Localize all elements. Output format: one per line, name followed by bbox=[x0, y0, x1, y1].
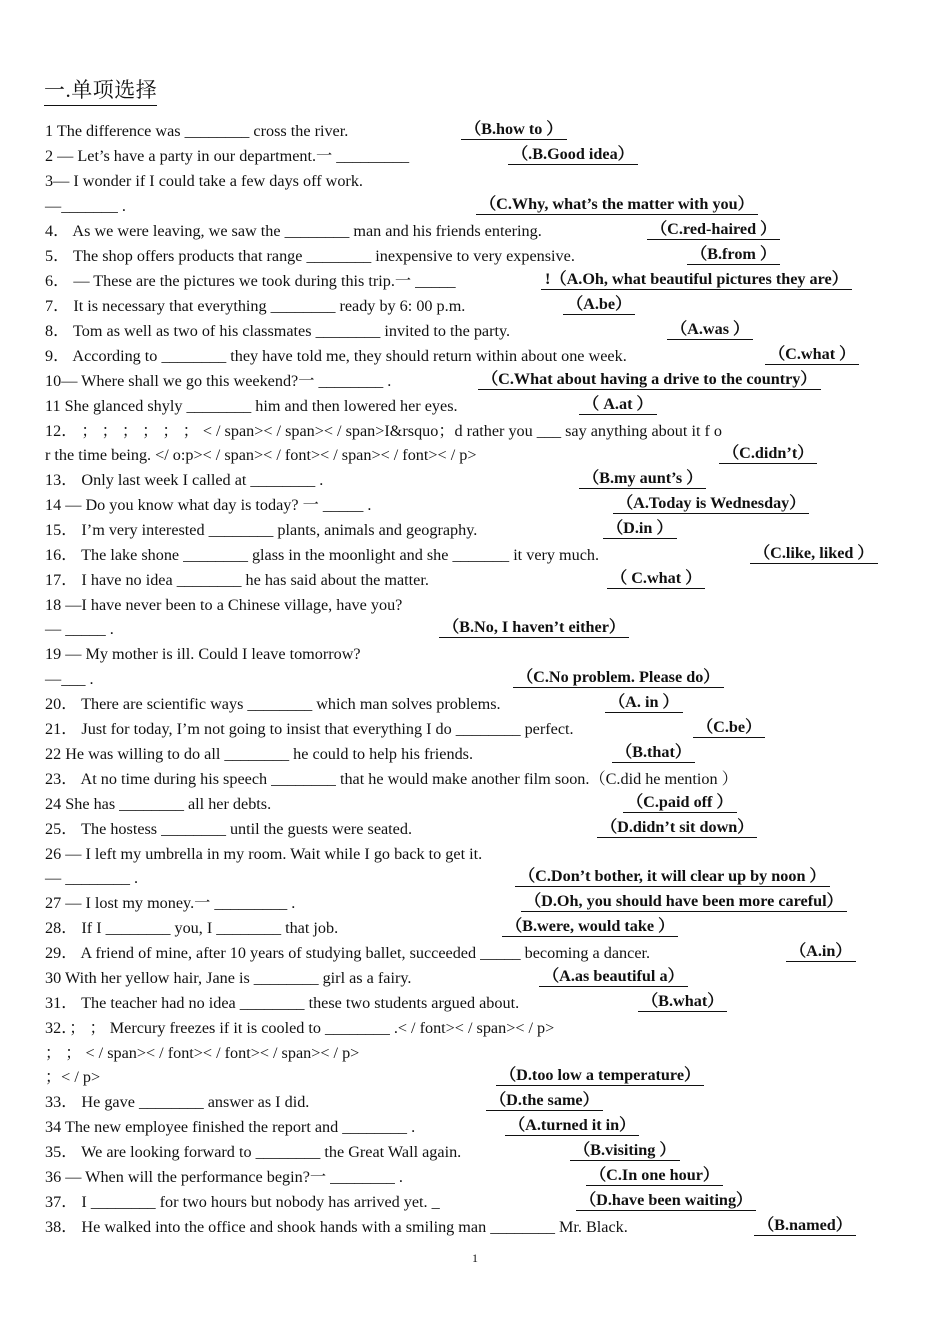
answer-text: （C.No problem. Please do） bbox=[513, 667, 724, 688]
question-text: 7． It is necessary that everything ________ ready by 6: 00 p.m. bbox=[45, 297, 466, 315]
question-text: 33． He gave ________ answer as I did. bbox=[45, 1093, 310, 1111]
question-line bbox=[45, 1016, 910, 1040]
question-line bbox=[45, 1065, 910, 1089]
question-text: 3— I wonder if I could take a few days off work. bbox=[45, 172, 363, 190]
answer-text: （D.the same） bbox=[486, 1090, 603, 1111]
question-text: 38． He walked into the office and shook hands with a smiling man ________ Mr. Black. bbox=[45, 1218, 628, 1236]
question-text: 22 He was willing to do all ________ he could to help his friends. bbox=[45, 745, 474, 763]
question-line bbox=[45, 244, 910, 268]
answer-text: （D.Oh, you should have been more careful） bbox=[521, 891, 847, 912]
question-line bbox=[45, 941, 910, 965]
question-line bbox=[45, 419, 910, 443]
question-line bbox=[45, 742, 910, 766]
question-text: 10— Where shall we go this weekend?一 ________ . bbox=[45, 372, 392, 390]
question-text: 4． As we were leaving, we saw the ________ man and his friends entering. bbox=[45, 222, 542, 240]
answer-text: （C.red-haired ） bbox=[647, 219, 780, 240]
question-text: 8． Tom as well as two of his classmates ________ invited to the party. bbox=[45, 322, 511, 340]
question-line bbox=[45, 991, 910, 1015]
question-line bbox=[45, 1165, 910, 1189]
answer-text: （D.have been waiting） bbox=[576, 1190, 756, 1211]
question-line bbox=[45, 344, 910, 368]
question-text: 31． The teacher had no idea ________ these two students argued about. bbox=[45, 994, 520, 1012]
question-line bbox=[45, 1115, 910, 1139]
question-text: 2 — Let’s have a party in our department.一 _________ bbox=[45, 147, 410, 165]
question-text: 36 — When will the performance begin?一 ________ . bbox=[45, 1168, 403, 1186]
answer-text: （D.too low a temperature） bbox=[496, 1065, 704, 1086]
question-text: r the time being. </ o:p>< / span>< / font>< / span>< / font>< / p> bbox=[45, 446, 477, 464]
question-text: 24 She has ________ all her debts. bbox=[45, 795, 272, 813]
question-line bbox=[45, 568, 910, 592]
question-line bbox=[45, 767, 910, 791]
answer-text: （B.that） bbox=[612, 742, 695, 763]
question-text: 20． There are scientific ways ________ which man solves problems. bbox=[45, 695, 501, 713]
answer-text: （C.what ） bbox=[765, 344, 859, 365]
question-line bbox=[45, 443, 910, 467]
question-line bbox=[45, 144, 910, 168]
page-number: 1 bbox=[472, 1251, 478, 1265]
question-text: 13． Only last week I called at ________ . bbox=[45, 471, 324, 489]
question-line bbox=[45, 194, 910, 218]
question-line bbox=[45, 169, 910, 193]
question-line bbox=[45, 493, 910, 517]
answer-text: （A.in） bbox=[786, 941, 856, 962]
question-text: 23． At no time during his speech ________ that he would make another film soon.（C.did he mention ） bbox=[45, 770, 738, 788]
question-line bbox=[45, 842, 910, 866]
question-text: 28． If I ________ you, I ________ that job. bbox=[45, 919, 339, 937]
question-text: 34 The new employee finished the report and ________ . bbox=[45, 1118, 416, 1136]
question-text: ； ； < / span>< / font>< / font>< / span>< / p> bbox=[45, 1044, 360, 1062]
question-text: 11 She glanced shyly ________ him and then lowered her eyes. bbox=[45, 397, 458, 415]
question-line bbox=[45, 817, 910, 841]
question-line bbox=[45, 394, 910, 418]
question-line bbox=[45, 1190, 910, 1214]
answer-text: （C.be） bbox=[693, 717, 765, 738]
question-line bbox=[45, 119, 910, 143]
question-line bbox=[45, 692, 910, 716]
answer-text: （A. in ） bbox=[605, 692, 683, 713]
question-line bbox=[45, 617, 910, 641]
question-text: 16． The lake shone ________ glass in the moonlight and she _______ it very much. bbox=[45, 546, 600, 564]
question-line bbox=[45, 1041, 910, 1065]
answer-text: （B.No, I haven’t either） bbox=[439, 617, 629, 638]
question-text: 17． I have no idea ________ he has said about the matter. bbox=[45, 571, 429, 589]
question-line bbox=[45, 1140, 910, 1164]
answer-text: （C.What about having a drive to the country） bbox=[478, 369, 821, 390]
answer-text: （D.in ） bbox=[603, 518, 677, 539]
question-line bbox=[45, 1215, 910, 1239]
question-text: 18 —I have never been to a Chinese village, have you? bbox=[45, 596, 403, 614]
question-text: ；< / p> bbox=[45, 1068, 101, 1086]
question-line bbox=[45, 792, 910, 816]
question-text: 27 — I lost my money.一 _________ . bbox=[45, 894, 296, 912]
question-line bbox=[45, 916, 910, 940]
question-line bbox=[45, 593, 910, 617]
answer-text: （ A.at ） bbox=[579, 394, 657, 415]
question-text: 35． We are looking forward to ________ the Great Wall again. bbox=[45, 1143, 462, 1161]
question-text: 26 — I left my umbrella in my room. Wait while I go back to get it. bbox=[45, 845, 483, 863]
question-line bbox=[45, 468, 910, 492]
question-text: 15． I’m very interested ________ plants, animals and geography. bbox=[45, 521, 478, 539]
question-line bbox=[45, 219, 910, 243]
question-line bbox=[45, 667, 910, 691]
question-text: 1 The difference was ________ cross the river. bbox=[45, 122, 349, 140]
question-line bbox=[45, 891, 910, 915]
question-line bbox=[45, 966, 910, 990]
question-text: — ________ . bbox=[45, 869, 139, 887]
answer-text: （B.what） bbox=[638, 991, 727, 1012]
question-text: —_______ . bbox=[45, 197, 126, 215]
answer-text: （C.Don’t bother, it will clear up by noon ） bbox=[515, 866, 830, 887]
question-line bbox=[45, 866, 910, 890]
section-heading: 一.单项选择 bbox=[44, 74, 157, 106]
answer-text: （B.from ） bbox=[687, 244, 780, 265]
answer-text: （D.didn’t sit down） bbox=[597, 817, 757, 838]
question-text: —___ . bbox=[45, 670, 94, 688]
question-line bbox=[45, 319, 910, 343]
question-line bbox=[45, 269, 910, 293]
answer-text: （B.my aunt’s ） bbox=[579, 468, 706, 489]
answer-text: （B.named） bbox=[754, 1215, 856, 1236]
answer-text: （A.turned it in） bbox=[505, 1115, 639, 1136]
answer-text: （ C.what ） bbox=[607, 568, 705, 589]
question-text: 14 — Do you know what day is today? 一 _____ . bbox=[45, 496, 372, 514]
question-line bbox=[45, 369, 910, 393]
question-text: 9． According to ________ they have told me, they should return within about one week. bbox=[45, 347, 627, 365]
answer-text: （C.Why, what’s the matter with you） bbox=[476, 194, 758, 215]
question-text: 37． I ________ for two hours but nobody has arrived yet. _ bbox=[45, 1193, 440, 1211]
question-text: 30 With her yellow hair, Jane is ________ girl as a fairy. bbox=[45, 969, 412, 987]
question-text: 12． ； ； ； ； ； ； < / span>< / span>< / span>I&rsquo；d rather you ___ say anything about it f o bbox=[45, 422, 723, 440]
question-line bbox=[45, 518, 910, 542]
question-text: — _____ . bbox=[45, 620, 114, 638]
answer-text: （.B.Good idea） bbox=[508, 144, 638, 165]
question-text: 5． The shop offers products that range ________ inexpensive to very expensive. bbox=[45, 247, 575, 265]
question-text: 29． A friend of mine, after 10 years of studying ballet, succeeded _____ becoming a dancer. bbox=[45, 944, 651, 962]
answer-text: （C.didn’t） bbox=[719, 443, 817, 464]
question-text: 6． — These are the pictures we took during this trip.一 _____ bbox=[45, 272, 456, 290]
question-line bbox=[45, 543, 910, 567]
question-line bbox=[45, 717, 910, 741]
answer-text: （B.were, would take ） bbox=[502, 916, 678, 937]
answer-text: （A.was ） bbox=[667, 319, 753, 340]
question-text: 21． Just for today, I’m not going to insist that everything I do ________ perfect. bbox=[45, 720, 574, 738]
answer-text: （C.like, liked ） bbox=[750, 543, 878, 564]
question-line bbox=[45, 642, 910, 666]
question-text: 25． The hostess ________ until the guests were seated. bbox=[45, 820, 413, 838]
answer-text: （B.visiting ） bbox=[570, 1140, 680, 1161]
answer-text: （B.how to ） bbox=[461, 119, 567, 140]
answer-text: （A.as beautiful a） bbox=[539, 966, 688, 987]
question-line bbox=[45, 294, 910, 318]
question-line bbox=[45, 1090, 910, 1114]
answer-text: （A.be） bbox=[563, 294, 635, 315]
answer-text: !（A.Oh, what beautiful pictures they are） bbox=[541, 269, 852, 290]
answer-text: （A.Today is Wednesday） bbox=[613, 493, 809, 514]
question-text: 32．； ； Mercury freezes if it is cooled to ________ .< / font>< / span>< / p> bbox=[45, 1019, 555, 1037]
question-text: 19 — My mother is ill. Could I leave tomorrow? bbox=[45, 645, 361, 663]
answer-text: （C.In one hour） bbox=[586, 1165, 723, 1186]
answer-text: （C.paid off ） bbox=[623, 792, 737, 813]
